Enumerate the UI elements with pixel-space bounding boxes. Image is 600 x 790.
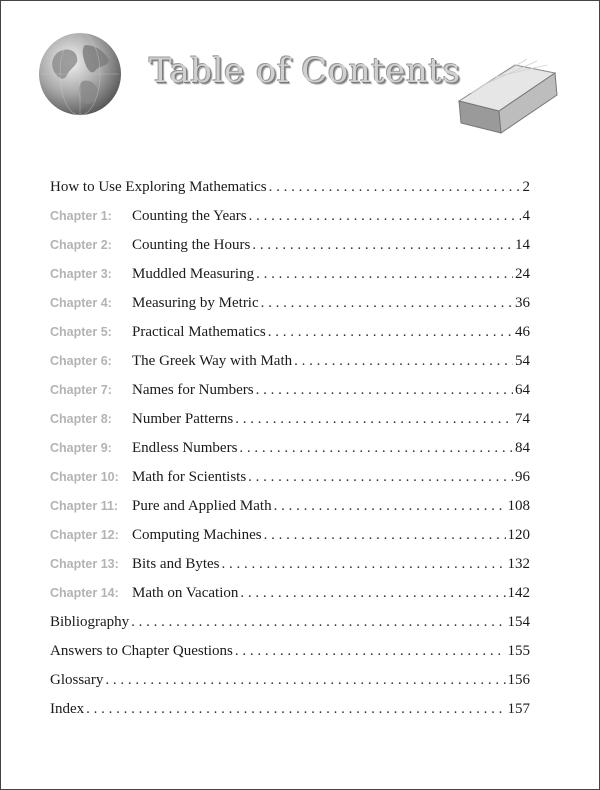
dot-leader <box>235 405 513 434</box>
dot-leader <box>86 695 505 724</box>
toc-entry <box>50 521 530 550</box>
entry-title: Pure and Applied Math <box>132 498 272 514</box>
page-number: 108 <box>507 498 530 514</box>
entry-title: Answers to Chapter Questions <box>50 643 233 659</box>
page-title: Table of Contents <box>149 51 461 91</box>
page-number: 64 <box>515 382 530 398</box>
entry-title: The Greek Way with Math <box>132 353 293 369</box>
dot-leader <box>235 637 506 666</box>
entry-title: Index <box>50 701 85 717</box>
entry-title: Counting the Hours <box>132 237 251 253</box>
page-number: 84 <box>515 440 530 456</box>
page-number: 157 <box>507 701 530 717</box>
chapter-number: Chapter 8: <box>50 412 112 426</box>
dot-leader <box>274 492 506 521</box>
dot-leader <box>256 376 513 405</box>
entry-title: Measuring by Metric <box>132 295 259 311</box>
chapter-number: Chapter 13: <box>50 557 119 571</box>
page-number: 155 <box>507 643 530 659</box>
entry-title: Names for Numbers <box>132 382 254 398</box>
page-number: 54 <box>515 353 530 369</box>
entry-title: Bibliography <box>50 614 130 630</box>
page-number: 74 <box>515 411 530 427</box>
toc-entry <box>50 289 530 318</box>
chapter-number: Chapter 1: <box>50 209 112 223</box>
toc-entry <box>50 231 530 260</box>
toc-entry <box>50 347 530 376</box>
toc-entry <box>50 463 530 492</box>
toc-entry <box>50 666 530 695</box>
chapter-number: Chapter 11: <box>50 499 119 513</box>
dot-leader <box>252 231 513 260</box>
chapter-number: Chapter 4: <box>50 296 112 310</box>
page-number: 132 <box>507 556 530 572</box>
entry-title: Muddled Measuring <box>132 266 255 282</box>
dot-leader <box>249 202 521 231</box>
entry-title: Practical Mathematics <box>132 324 266 340</box>
toc-entry <box>50 405 530 434</box>
toc-entry <box>50 173 530 202</box>
chapter-number: Chapter 5: <box>50 325 112 339</box>
chapter-number: Chapter 2: <box>50 238 112 252</box>
dot-leader <box>261 289 513 318</box>
page-number: 96 <box>515 469 530 485</box>
toc-entry <box>50 608 530 637</box>
page-number: 24 <box>515 266 530 282</box>
chapter-number: Chapter 6: <box>50 354 112 368</box>
toc-entry <box>50 492 530 521</box>
toc-entry <box>50 550 530 579</box>
page-number: 120 <box>507 527 530 543</box>
page-number: 14 <box>515 237 530 253</box>
chapter-number: Chapter 7: <box>50 383 112 397</box>
toc-entry <box>50 318 530 347</box>
globe-icon <box>37 31 123 117</box>
entry-title: How to Use Exploring Mathematics <box>50 179 267 195</box>
dot-leader <box>222 550 506 579</box>
entry-title: Bits and Bytes <box>132 556 220 572</box>
entry-title: Number Patterns <box>132 411 234 427</box>
dot-leader <box>268 318 513 347</box>
toc-entry <box>50 376 530 405</box>
toc-entry <box>50 579 530 608</box>
dot-leader <box>269 173 521 202</box>
page-number: 142 <box>507 585 530 601</box>
page-number: 46 <box>515 324 530 340</box>
dot-leader <box>294 347 513 376</box>
dot-leader <box>256 260 513 289</box>
polyhedron-icon <box>449 57 565 135</box>
chapter-number: Chapter 3: <box>50 267 112 281</box>
page-number: 4 <box>522 208 530 224</box>
toc-entry <box>50 637 530 666</box>
dot-leader <box>105 666 505 695</box>
entry-title: Math on Vacation <box>132 585 239 601</box>
entry-title: Math for Scientists <box>132 469 247 485</box>
chapter-number: Chapter 9: <box>50 441 112 455</box>
toc-entry <box>50 434 530 463</box>
chapter-number: Chapter 10: <box>50 470 119 484</box>
chapter-number: Chapter 14: <box>50 586 119 600</box>
page-number: 36 <box>515 295 530 311</box>
dot-leader <box>240 579 505 608</box>
dot-leader <box>239 434 513 463</box>
entry-title: Endless Numbers <box>132 440 238 456</box>
toc-entry <box>50 695 530 724</box>
entry-title: Counting the Years <box>132 208 247 224</box>
page-number: 156 <box>507 672 530 688</box>
entry-title: Computing Machines <box>132 527 262 543</box>
chapter-number: Chapter 12: <box>50 528 119 542</box>
page-number: 154 <box>507 614 530 630</box>
toc-entry <box>50 260 530 289</box>
page-number: 2 <box>522 179 530 195</box>
entry-title: Glossary <box>50 672 104 688</box>
dot-leader <box>248 463 513 492</box>
toc-entry <box>50 202 530 231</box>
dot-leader <box>264 521 506 550</box>
table-of-contents <box>50 173 530 724</box>
dot-leader <box>131 608 505 637</box>
